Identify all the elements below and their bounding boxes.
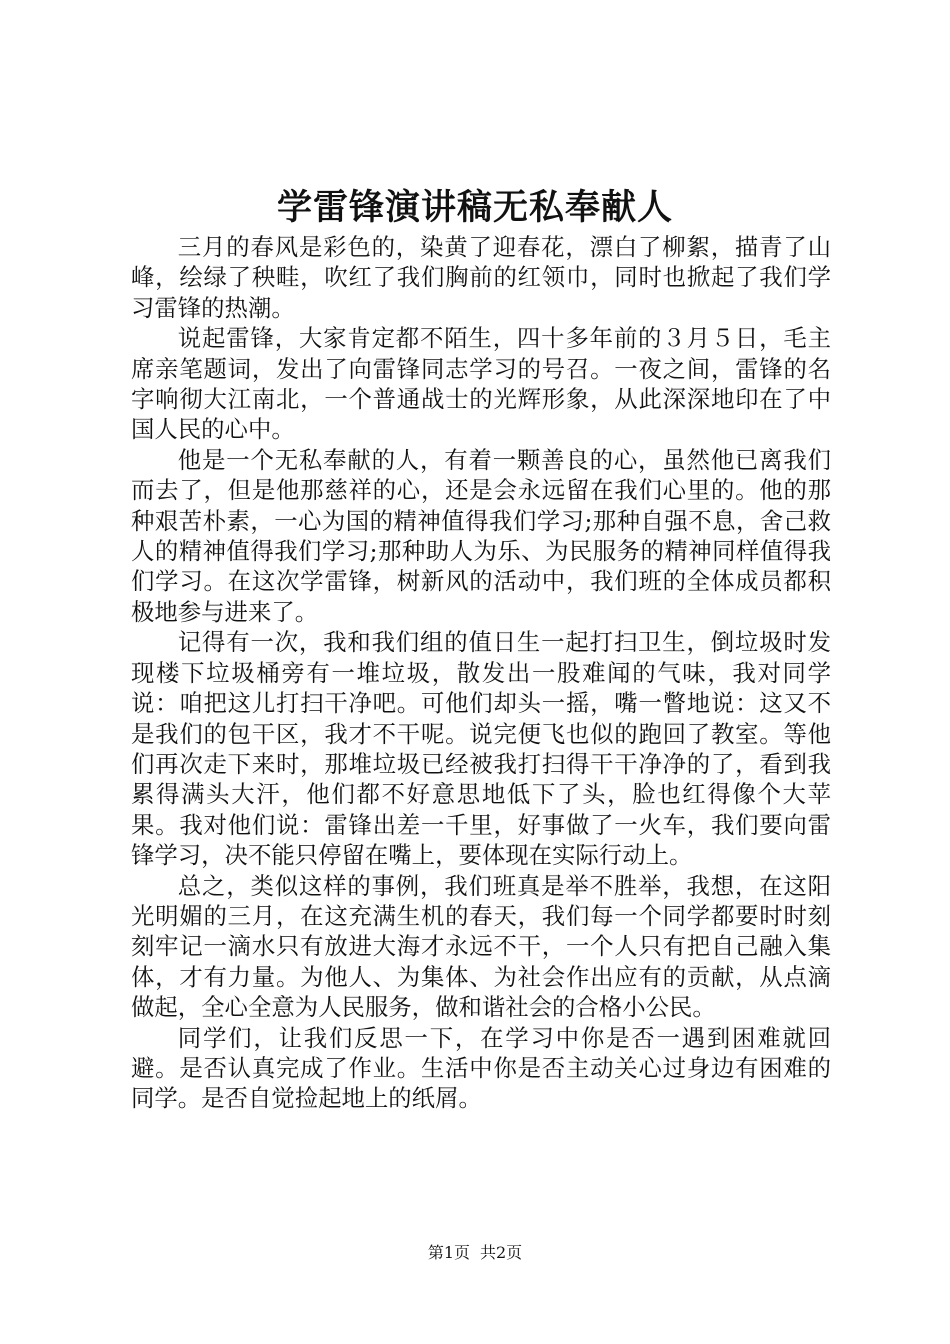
paragraph-3: 他是一个无私奉献的人，有着一颗善良的心，虽然他已离我们而去了，但是他那慈祥的心，还是会永远留在我们心里的。他的那种艰苦朴素，一心为国的精神值得我们学习;那种自强不息，舍己救人的精神值得我们学习;那种助人为乐、为民服务的精神同样值得我们学习。在这次学雷锋，树新风的活动中，我们班的全体成员都积极地参与进来了。 xyxy=(131,445,831,626)
page-footer xyxy=(0,1243,950,1263)
paragraph-4: 记得有一次，我和我们组的值日生一起打扫卫生，倒垃圾时发现楼下垃圾桶旁有一堆垃圾，散发出一股难闻的气味，我对同学说：咱把这儿打扫干净吧。可他们却头一摇，嘴一瞥地说：这又不是我们的包干区，我才不干呢。说完便飞也似的跑回了教室。等他们再次走下来时，那堆垃圾已经被我打扫得干干净净的了，看到我累得满头大汗，他们都不好意思地低下了头，脸也红得像个大苹果。我对他们说：雷锋出差一千里，好事做了一火车，我们要向雷锋学习，决不能只停留在嘴上，要体现在实际行动上。 xyxy=(131,628,831,870)
document-title: 学雷锋演讲稿无私奉献人 xyxy=(276,187,673,228)
page-total: 共2页 xyxy=(480,1243,523,1262)
document-body xyxy=(131,232,831,1114)
paragraph-2: 说起雷锋，大家肯定都不陌生，四十多年前的３月５日，毛主席亲笔题词，发出了向雷锋同志学习的号召。一夜之间，雷锋的名字响彻大江南北，一个普通战士的光辉形象，从此深深地印在了中国人民的心中。 xyxy=(131,324,831,444)
paragraph-1: 三月的春风是彩色的，染黄了迎春花，漂白了柳絮，描青了山峰，绘绿了秧畦，吹红了我们胸前的红领巾，同时也掀起了我们学习雷锋的热潮。 xyxy=(131,233,831,322)
paragraph-6: 同学们，让我们反思一下，在学习中你是否一遇到困难就回避。是否认真完成了作业。生活中你是否主动关心过身边有困难的同学。是否自觉捡起地上的纸屑。 xyxy=(131,1023,831,1113)
paragraph-5: 总之，类似这样的事例，我们班真是举不胜举，我想，在这阳光明媚的三月，在这充满生机的春天，我们每一个同学都要时时刻刻牢记一滴水只有放进大海才永远不干，一个人只有把自己融入集体，才有力量。为他人、为集体、为社会作出应有的贡献，从点滴做起，全心全意为人民服务，做和谐社会的合格小公民。 xyxy=(131,871,831,1022)
page-number: 第1页 xyxy=(427,1243,470,1262)
